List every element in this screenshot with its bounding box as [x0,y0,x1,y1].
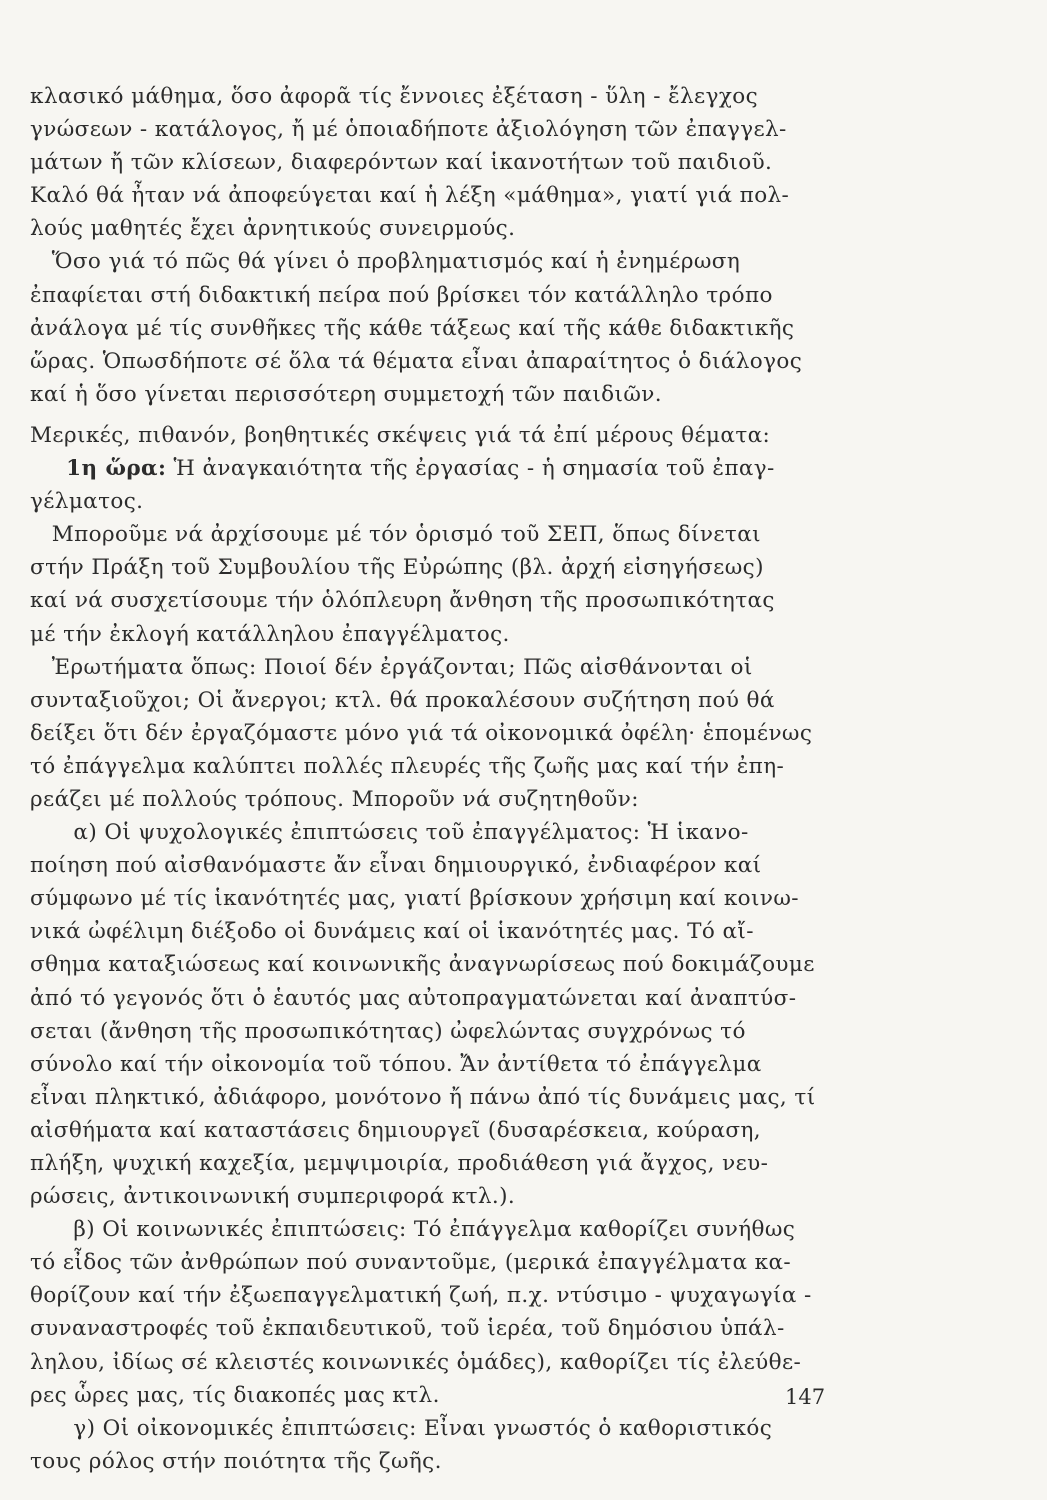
text-line: εἶναι πληκτικό, ἀδιάφορο, μονότονο ἤ πάνω ἀπό τίς δυνάμεις μας, τί [30,1084,816,1110]
text-line: γ) Οἱ οἰκονομικές ἐπιπτώσεις: Εἶναι γνωστός ὁ καθοριστικός [30,1415,773,1441]
text-line: Καλό θά ἦταν νά ἀποφεύγεται καί ἡ λέξη «μάθημα», γιατί γιά πολ- [30,183,790,209]
text-line: κλασικό μάθημα, ὅσο ἀφορᾶ τίς ἔννοιες ἐξέταση - ὕλη - ἔλεγχος [30,84,759,109]
text-line: α) Οἱ ψυχολογικές ἐπιπτώσεις τοῦ ἐπαγγέλματος: Ἡ ἱκανο- [30,820,749,846]
text-line: τό εἶδος τῶν ἀνθρώπων πού συναντοῦμε, (μερικά ἐπαγγέλματα κα- [30,1250,792,1276]
page-number: 147 [785,1385,826,1409]
text-line: αἰσθήματα καί καταστάσεις δημιουργεῖ (δυσαρέσκεια, κούραση, [30,1117,761,1143]
text-line: συνταξιοῦχοι; Οἱ ἄνεργοι; κτλ. θά προκαλέσουν συζήτηση πού θά [30,687,775,713]
hour-title: Ἡ ἀναγκαιότητα τῆς ἐργασίας - ἡ σημασία τοῦ ἐπαγ- [166,456,775,482]
body-text [30,80,818,1478]
text-line: σεται (ἄνθηση τῆς προσωπικότητας) ὠφελώντας συγχρόνως τό [30,1018,746,1044]
text-line: ἀπό τό γεγονός ὅτι ὁ ἑαυτός μας αὐτοπραγματώνεται καί ἀναπτύσ- [30,985,797,1011]
text-line: τό ἐπάγγελμα καλύπτει πολλές πλευρές τῆς ζωῆς μας καί τήν ἐπη- [30,753,785,779]
text-line: τους ρόλος στήν ποιότητα τῆς ζωῆς. [30,1448,442,1474]
section-intro-line: Μερικές, πιθανόν, βοηθητικές σκέψεις γιά τά ἐπί μέρους θέματα: [30,422,771,448]
hour-label: 1η ὥρα: [66,456,167,482]
text-line: Ὅσο γιά τό πῶς θά γίνει ὁ προβληματισμός καί ἡ ἐνημέρωση [30,249,741,275]
text-line: γέλματος. [30,489,144,515]
text-line: Ἐρωτήματα ὅπως: Ποιοί δέν ἐργάζονται; Πῶς αἰσθάνονται οἱ [30,654,753,680]
text-line: ποίηση πού αἰσθανόμαστε ἄν εἶναι δημιουργικό, ἐνδιαφέρον καί [30,853,762,879]
text-line: λούς μαθητές ἔχει ἀρνητικούς συνειρμούς. [30,216,516,242]
text-line: καί νά συσχετίσουμε τήν ὁλόπλευρη ἄνθηση τῆς προσωπικότητας [30,588,775,614]
text-line: νικά ὠφέλιμη διέξοδο οἱ δυνάμεις καί οἱ ἱκανότητές μας. Τό αἴ- [30,919,754,945]
text-line: ρεάζει μέ πολλούς τρόπους. Μποροῦν νά συζητηθοῦν: [30,786,639,812]
text-line: σύνολο καί τήν οἰκονομία τοῦ τόπου. Ἄν ἀντίθετα τό ἐπάγγελμα [30,1051,762,1077]
text-line: πλήξη, ψυχική καχεξία, μεμψιμοιρία, προδιάθεση γιά ἄγχος, νευ- [30,1151,769,1176]
text-line: ὥρας. Ὁπωσδήποτε σέ ὅλα τά θέματα εἶναι ἀπαραίτητος ὁ διάλογος [30,348,803,374]
text-line: συναναστροφές τοῦ ἐκπαιδευτικοῦ, τοῦ ἱερέα, τοῦ δημόσιου ὑπάλ- [30,1316,785,1342]
paragraph-gap [30,411,818,419]
text-line: μέ τήν ἐκλογή κατάλληλου ἐπαγγέλματος. [30,621,510,647]
text-line: σθημα καταξιώσεως καί κοινωνικῆς ἀναγνωρίσεως πού δοκιμάζουμε [30,952,815,978]
text-line: δείξει ὅτι δέν ἐργαζόμαστε μόνο γιά τά οἰκονομικά ὀφέλη· ἑπομένως [30,720,813,746]
text-line: β) Οἱ κοινωνικές ἐπιπτώσεις: Τό ἐπάγγελμα καθορίζει συνήθως [30,1217,796,1243]
text-line: ἐπαφίεται στή διδακτική πείρα πού βρίσκει τόν κατάλληλο τρόπο [30,282,773,308]
text-line: ρώσεις, ἀντικοινωνική συμπεριφορά κτλ.). [30,1184,516,1210]
text-line: ρες ὧρες μας, τίς διακοπές μας κτλ. [30,1382,440,1408]
text-line: Μποροῦμε νά ἀρχίσουμε μέ τόν ὁρισμό τοῦ ΣΕΠ, ὅπως δίνεται [30,522,761,548]
text-line: μάτων ἤ τῶν κλίσεων, διαφερόντων καί ἱκανοτήτων τοῦ παιδιοῦ. [30,150,773,176]
text-line: ληλου, ἰδίως σέ κλειστές κοινωνικές ὁμάδες), καθορίζει τίς ἐλεύθε- [30,1349,802,1375]
text-line: στήν Πράξη τοῦ Συμβουλίου τῆς Εὐρώπης (βλ. ἀρχή εἰσηγήσεως) [30,555,764,581]
text-line: γνώσεων - κατάλογος, ἤ μέ ὁποιαδήποτε ἀξιολόγηση τῶν ἐπαγγελ- [30,117,787,143]
text-line: σύμφωνο μέ τίς ἱκανότητές μας, γιατί βρίσκουν χρήσιμη καί κοινω- [30,886,799,912]
text-line: θορίζουν καί τήν ἐξωεπαγγελματική ζωή, π.χ. ντύσιμο - ψυχαγωγία - [30,1283,812,1309]
text-line: καί ἡ ὅσο γίνεται περισσότερη συμμετοχή τῶν παιδιῶν. [30,381,662,407]
hour-heading-line [30,452,818,485]
text-line: ἀνάλογα μέ τίς συνθῆκες τῆς κάθε τάξεως καί τῆς κάθε διδακτικῆς [30,315,795,341]
